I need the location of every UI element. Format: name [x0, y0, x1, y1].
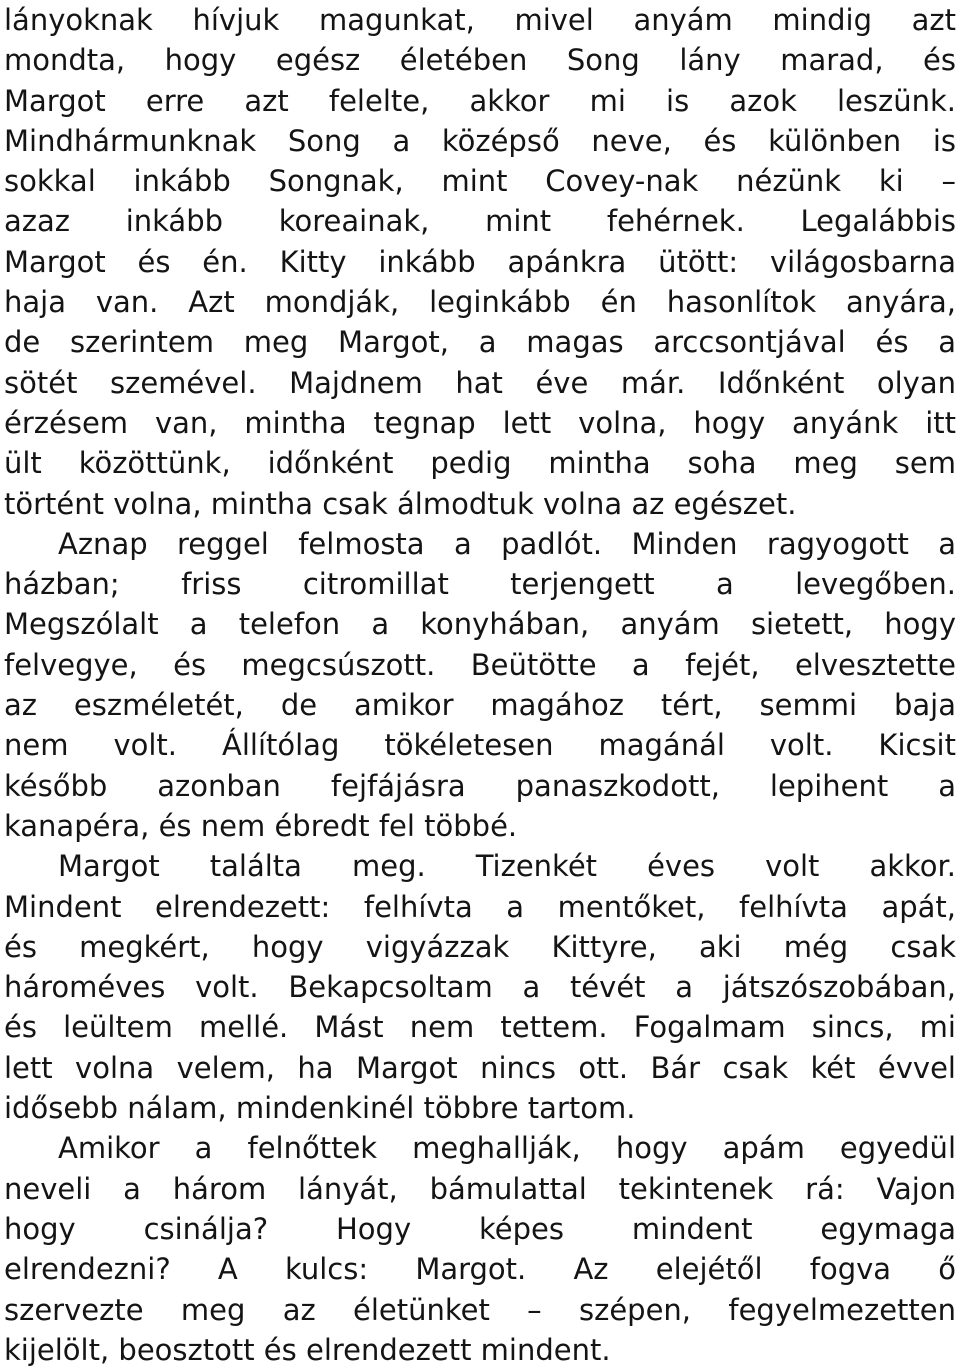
text-line: történt volna, mintha csak álmodtuk volna az egészet. — [4, 486, 797, 521]
paragraph-start-line: Aznap reggel felmosta a padlót. Minden ragyogott a — [58, 526, 956, 561]
text-line: Margot és én. Kitty inkább apánkra ütött: világosbarna — [4, 244, 956, 279]
text-line: neveli a három lányát, bámulattal tekintenek rá: Vajon — [4, 1171, 956, 1206]
text-line: idősebb nálam, mindenkinél többre tartom. — [4, 1091, 636, 1126]
text-line: érzésem van, mintha tegnap lett volna, hogy anyánk itt — [4, 405, 956, 440]
text-line: és leültem mellé. Mást nem tettem. Fogalmam sincs, mi — [4, 1010, 956, 1045]
text-line: és megkért, hogy vigyázzak Kittyre, aki még csak — [4, 929, 956, 964]
text-line: Mindhármunknak Song a középső neve, és különben is — [4, 123, 956, 158]
text-line: Megszólalt a telefon a konyhában, anyám sietett, hogy — [4, 607, 956, 642]
document-page — [4, 0, 956, 1370]
text-line: később azonban fejfájásra panaszkodott, lepihent a — [4, 768, 956, 803]
text-line: sötét szemével. Majdnem hat éve már. Időnként olyan — [4, 365, 956, 400]
text-line: lányoknak hívjuk magunkat, mivel anyám mindig azt — [4, 3, 956, 37]
text-line: hogy csinálja? Hogy képes mindent egymaga — [4, 1211, 956, 1246]
text-line: az eszméletét, de amikor magához tért, semmi baja — [4, 688, 956, 723]
text-line: ült közöttünk, időnként pedig mintha soha meg sem — [4, 446, 956, 481]
text-line: nem volt. Állítólag tökéletesen magánál volt. Kicsit — [4, 728, 956, 763]
text-line: Mindent elrendezett: felhívta a mentőket, felhívta apát, — [4, 889, 956, 924]
text-line: hároméves volt. Bekapcsoltam a tévét a játszószobában, — [4, 970, 956, 1005]
text-line: haja van. Azt mondják, leginkább én hasonlítok anyára, — [4, 285, 956, 320]
text-line: mondta, hogy egész életében Song lány marad, és — [4, 43, 956, 78]
text-line: sokkal inkább Songnak, mint Covey-nak nézünk ki – — [4, 164, 956, 199]
paragraph-start-line: Margot találta meg. Tizenkét éves volt akkor. — [58, 849, 956, 884]
text-line: azaz inkább koreainak, mint fehérnek. Legalábbis — [4, 204, 956, 239]
text-line: lett volna velem, ha Margot nincs ott. Bár csak két évvel — [4, 1050, 956, 1085]
text-line: elrendezni? A kulcs: Margot. Az elejétől fogva ő — [4, 1252, 956, 1287]
text-line: szervezte meg az életünket – szépen, fegyelmezetten — [4, 1292, 956, 1327]
text-line: de szerintem meg Margot, a magas arccsontjával és a — [4, 325, 956, 360]
text-line: Margot erre azt felelte, akkor mi is azok leszünk. — [4, 83, 956, 118]
text-line: kijelölt, beosztott és elrendezett mindent. — [4, 1332, 611, 1367]
text-line: felvegye, és megcsúszott. Beütötte a fejét, elvesztette — [4, 647, 956, 682]
text-line: házban; friss citromillat terjengett a levegőben. — [4, 567, 956, 602]
text-line: kanapéra, és nem ébredt fel többé. — [4, 808, 518, 843]
paragraph-start-line: Amikor a felnőttek meghallják, hogy apám egyedül — [58, 1131, 956, 1166]
